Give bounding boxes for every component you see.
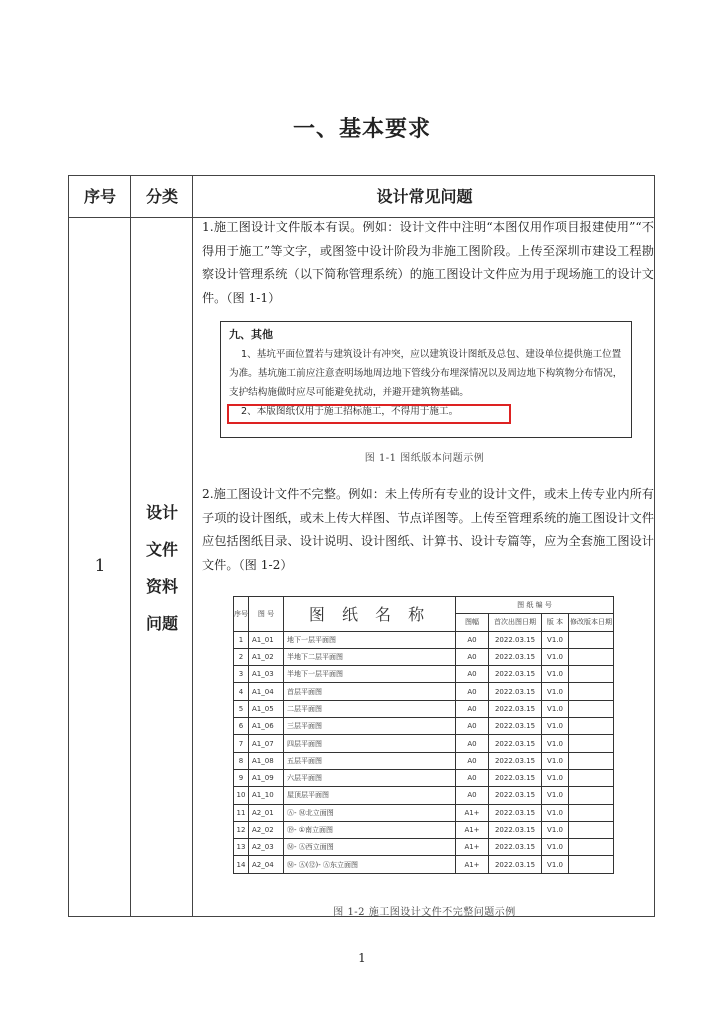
table-row: 1 A1_01 地下一层平面图 A0 2022.03.15 V1.0 — [234, 631, 614, 648]
figure-line-highlighted: 2、本版图纸仅用于施工招标施工，不得用于施工。 — [241, 406, 459, 417]
figure-1-2-caption: 图 1-2 施工图设计文件不完整问题示例 — [333, 907, 516, 918]
col-name: 图 纸 名 称 — [284, 597, 456, 632]
figure-line: 为准。基坑施工前应注意查明场地周边地下管线分布埋深情况以及周边地下构筑物分布情况， — [229, 368, 623, 379]
drawing-list-table — [233, 596, 614, 874]
col-number: 图 号 — [249, 597, 284, 632]
page-number: 1 — [358, 951, 366, 965]
table-row: 10 A1_10 屋顶层平面图 A0 2022.03.15 V1.0 — [234, 787, 614, 804]
header-category: 分类 — [145, 187, 178, 206]
table-row: 7 A1_07 四层平面图 A0 2022.03.15 V1.0 — [234, 735, 614, 752]
requirements-table — [68, 175, 655, 917]
figure-line: 1、基坑平面位置若与建筑设计有冲突，应以建筑设计图纸及总包、建设单位提供施工位置 — [241, 349, 622, 360]
table-row: 2 A1_02 半地下二层平面图 A0 2022.03.15 V1.0 — [234, 648, 614, 665]
col-size: 图幅 — [456, 614, 489, 631]
table-row: 11 A2_01 Ⓐ- Ⓜ北立面图 A1+ 2022.03.15 V1.0 — [234, 804, 614, 821]
table-row: 4 A1_04 首层平面图 A0 2022.03.15 V1.0 — [234, 683, 614, 700]
table-row: 5 A1_05 二层平面图 A0 2022.03.15 V1.0 — [234, 700, 614, 717]
header-seq: 序号 — [83, 187, 116, 206]
category-line: 设计 — [145, 503, 178, 522]
table-row: 12 A2_02 ⑲- ①南立面图 A1+ 2022.03.15 V1.0 — [234, 821, 614, 838]
issue-paragraph-1: 1.施工图设计文件版本有误。例如：设计文件中注明“本图仅用作项目报建使用”“不得用于施工”等文字，或图签中设计阶段为非施工图阶段。上传至深圳市建设工程勘察设计管理系统（以下简称管理系统）的施工图设计文件应为用于现场施工的设计文件。（图 1-1） — [202, 220, 654, 305]
issue-paragraph-2: 2.施工图设计文件不完整。例如：未上传所有专业的设计文件，或未上传专业内所有子项的设计图纸，或未上传大样图、节点详图等。上传至管理系统的施工图设计文件应包括图纸目录、设计说明、设计图纸、计算书、设计专篇等，应为全套施工图设计文件。（图 1-2） — [202, 487, 654, 572]
figure-heading: 九、其他 — [229, 328, 273, 341]
page-title: 一、基本要求 — [292, 117, 431, 142]
table-row: 3 A1_03 半地下一层平面图 A0 2022.03.15 V1.0 — [234, 666, 614, 683]
category-line: 问题 — [145, 614, 178, 633]
row-seq-number: 1 — [94, 556, 106, 576]
table-row: 14 A2_04 Ⓜ- Ⓐ(⑫)- Ⓐ东立面图 A1+ 2022.03.15 V1.0 — [234, 856, 614, 873]
col-group: 图 纸 编 号 — [456, 597, 614, 614]
col-version: 版 本 — [542, 614, 569, 631]
figure-1-1 — [220, 321, 632, 438]
col-modified: 修改版本日期 — [569, 614, 614, 631]
col-date: 首次出图日期 — [489, 614, 542, 631]
row-category — [131, 494, 193, 642]
header-issues: 设计常见问题 — [376, 187, 473, 206]
highlight-box — [227, 404, 511, 424]
category-line: 资料 — [145, 577, 178, 596]
table-row: 6 A1_06 三层平面图 A0 2022.03.15 V1.0 — [234, 718, 614, 735]
col-seq: 序号 — [234, 597, 249, 632]
table-row: 13 A2_03 Ⓜ- Ⓐ西立面图 A1+ 2022.03.15 V1.0 — [234, 839, 614, 856]
figure-1-1-caption: 图 1-1 图纸版本问题示例 — [364, 453, 485, 464]
table-row: 8 A1_08 五层平面图 A0 2022.03.15 V1.0 — [234, 752, 614, 769]
category-line: 文件 — [145, 540, 178, 559]
table-row: 9 A1_09 六层平面图 A0 2022.03.15 V1.0 — [234, 769, 614, 786]
figure-line: 支护结构施做时应尽可能避免扰动，并避开建筑物基础。 — [229, 387, 469, 398]
